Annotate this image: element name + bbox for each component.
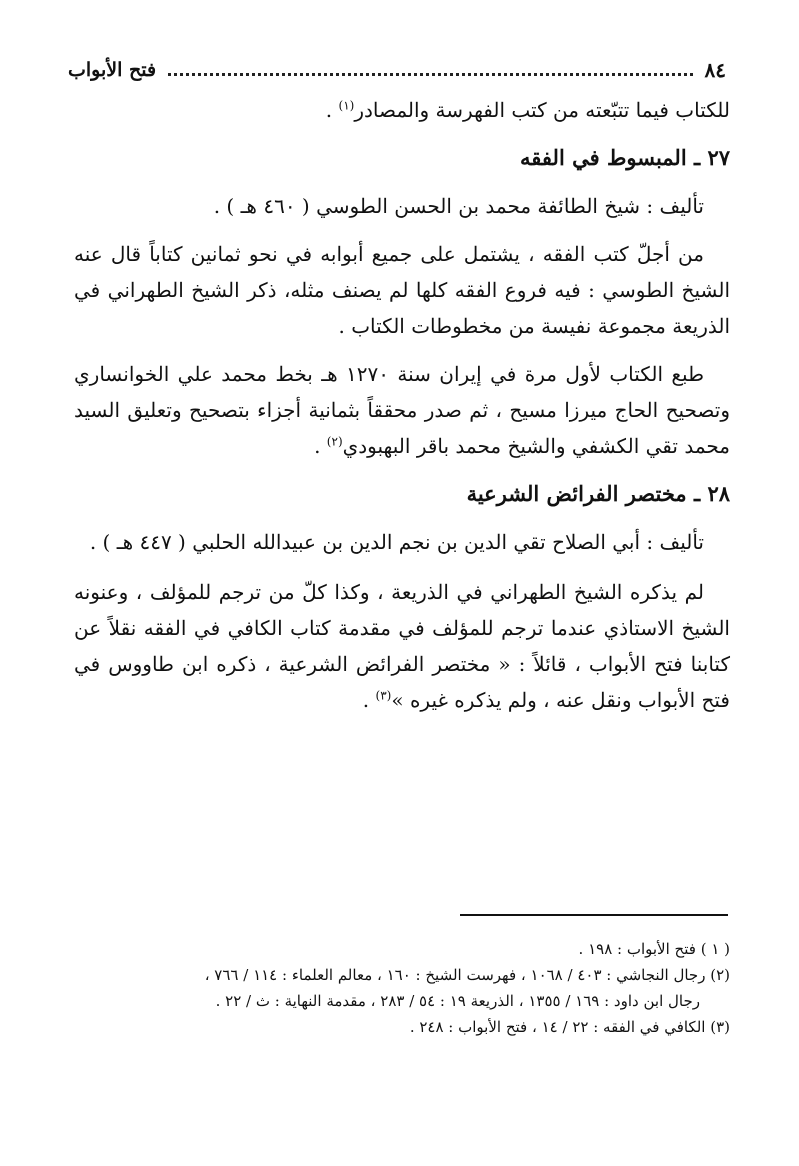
footnote-ref-2: (٢) (326, 434, 343, 449)
footnotes (74, 936, 730, 1040)
description-28-end: . (362, 688, 376, 712)
description-28-text: لم يذكره الشيخ الطهراني في الذريعة ، وكذا كلّ من ترجم للمؤلف ، وعنونه الشيخ الاستاذي عندما ترجم للمؤلف في مقدمة كتاب الكافي في الفقه نقلاً عن كتابنا فتح الأبواب ، قائلاً : « مختصر الفرائض الشرعية ، ذكره ابن طاووس في فتح الأبواب ونقل عنه ، ولم يذكره غيره » (74, 580, 730, 712)
main-text (74, 92, 730, 718)
page-header (68, 52, 726, 88)
footnote-ref-1: (١) (338, 98, 355, 113)
footnote-2-continued: رجال ابن داود : ١٦٩ / ١٣٥٥ ، الذريعة ١٩ : ٥٤ / ٢٨٣ ، مقدمة النهاية : ث / ٢٢ . (215, 992, 700, 1010)
footnote-1: ( ١ ) فتح الأبواب : ١٩٨ . (578, 940, 730, 958)
continuation-paragraph (74, 92, 730, 128)
footnote-3: (٣) الكافي في الفقه : ٢٢ / ١٤ ، فتح الأبواب : ٢٤٨ . (409, 1018, 730, 1036)
continuation-text: للكتاب فيما تتبّعته من كتب الفهرسة والمصادر (354, 98, 730, 122)
running-title: فتح الأبواب (68, 59, 157, 81)
entry-author-27: تأليف : شيخ الطائفة محمد بن الحسن الطوسي ( ٤٦٠ هـ ) . (213, 194, 704, 218)
entry-printing-27 (74, 356, 730, 464)
entry-description-28 (74, 574, 730, 718)
entry-heading-28: ٢٨ ـ مختصر الفرائض الشرعية (466, 481, 730, 506)
entry-author-28: تأليف : أبي الصلاح تقي الدين بن نجم الدين بن عبيدالله الحلبي ( ٤٤٧ هـ ) . (89, 530, 704, 554)
footnote-ref-3: (٣) (375, 688, 392, 703)
continuation-end: . (325, 98, 339, 122)
footnote-2: (٢) رجال النجاشي : ٤٠٣ / ١٠٦٨ ، فهرست الشيخ : ١٦٠ ، معالم العلماء : ١١٤ / ٧٦٦ ، (204, 966, 730, 984)
entry-heading-27: ٢٧ ـ المبسوط في الفقه (520, 145, 730, 170)
entry-description-27: من أجلّ كتب الفقه ، يشتمل على جميع أبوابه في نحو ثمانين كتاباً قال عنه الشيخ الطوسي : فيه فروع الفقه كلها لم يصنف مثله، ذكر الشيخ الطهراني في الذريعة مجموعة نفيسة من مخطوطات الكتاب . (74, 242, 730, 338)
printing-text: طبع الكتاب لأول مرة في إيران سنة ١٢٧٠ هـ بخط محمد علي الخوانساري وتصحيح الحاج ميرزا مسيح ، ثم صدر محققاً بثمانية أجزاء بتصحيح وتعليق السيد محمد تقي الكشفي والشيخ محمد باقر البهبودي (74, 362, 730, 458)
printing-end: . (314, 434, 327, 458)
header-dot-leader (168, 73, 692, 76)
page-number: ٨٤ (704, 58, 726, 82)
footnote-separator (460, 914, 728, 916)
